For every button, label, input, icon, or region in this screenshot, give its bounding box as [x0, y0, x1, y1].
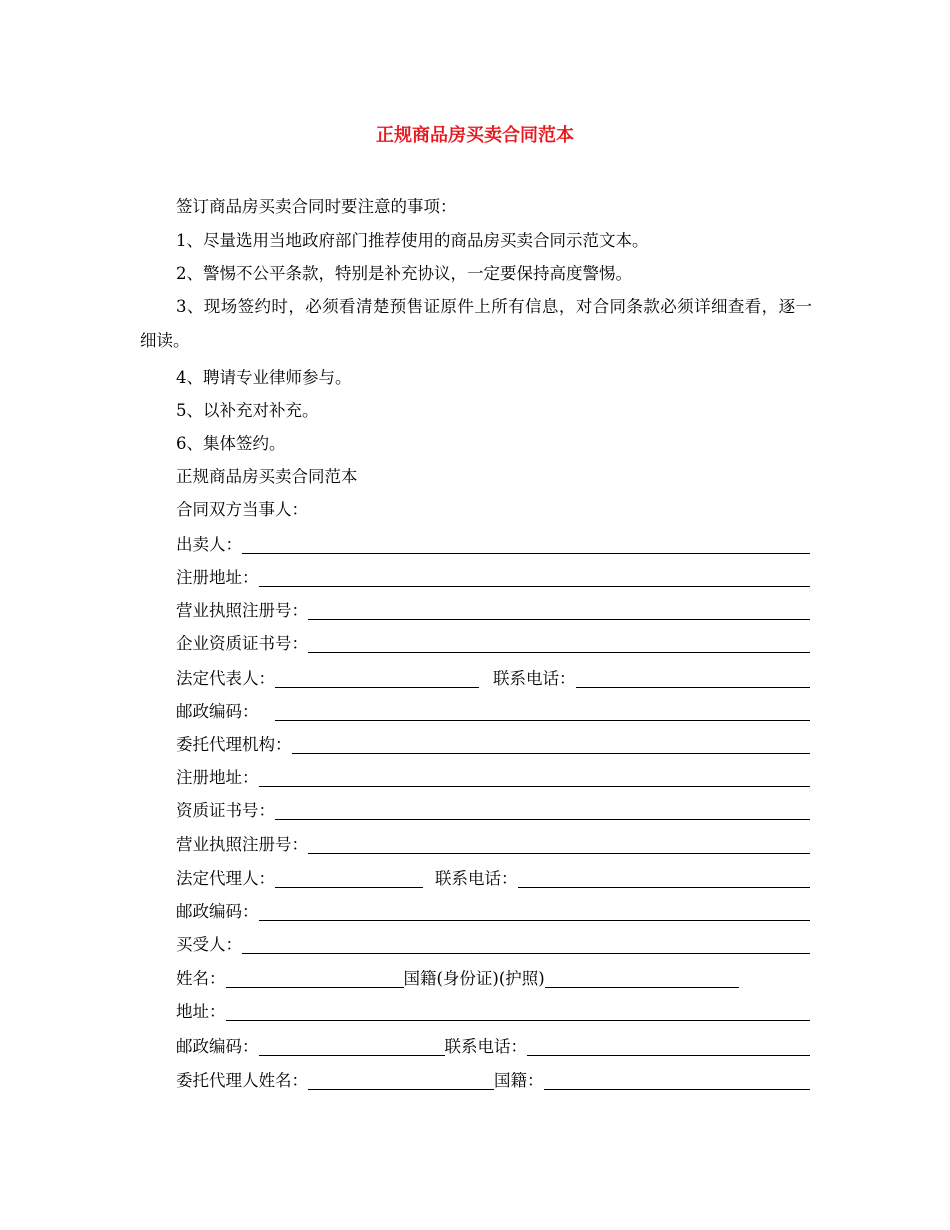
agency-qualification-label: 资质证书号：: [176, 801, 275, 820]
agency-row: [176, 733, 810, 757]
parties-heading: 合同双方当事人：: [176, 500, 308, 519]
seller-blank[interactable]: [242, 535, 810, 554]
legal-rep-blank[interactable]: [275, 669, 479, 688]
agency-label: 委托代理机构：: [176, 735, 292, 754]
buyer-agent-nationality-blank[interactable]: [544, 1071, 811, 1090]
note-item: 2、警惕不公平条款，特别是补充协议，一定要保持高度警惕。: [176, 264, 632, 283]
agency-address-label: 注册地址：: [176, 768, 259, 787]
buyer-agent-name-label: 委托代理人姓名：: [176, 1071, 308, 1090]
agency-qualification-row: [176, 799, 810, 823]
seller-postcode-label: 邮政编码：: [176, 702, 259, 721]
buyer-address-row: [176, 1000, 810, 1024]
buyer-postcode-row: [176, 1035, 810, 1059]
seller-postcode-row: [176, 700, 810, 724]
agency-qualification-blank[interactable]: [275, 801, 810, 820]
buyer-nationality-label: 国籍(身份证)(护照): [403, 969, 545, 988]
buyer-phone-label: 联系电话：: [444, 1037, 527, 1056]
buyer-agent-nationality-label: 国籍：: [494, 1071, 544, 1090]
buyer-name-blank[interactable]: [226, 969, 404, 988]
note-item: 1、尽量选用当地政府部门推荐使用的商品房买卖合同示范文本。: [176, 231, 649, 250]
buyer-agent-name-blank[interactable]: [308, 1071, 494, 1090]
buyer-agent-row: [176, 1069, 810, 1093]
seller-postcode-blank[interactable]: [275, 702, 811, 721]
agency-postcode-row: [176, 900, 810, 924]
notes-heading: 签订商品房买卖合同时要注意的事项：: [176, 197, 457, 216]
buyer-address-label: 地址：: [176, 1002, 226, 1021]
document-title: 正规商品房买卖合同范本: [376, 125, 574, 146]
seller-qualification-row: [176, 632, 810, 656]
buyer-label: 买受人：: [176, 935, 242, 954]
seller-license-row: [176, 599, 810, 623]
agency-postcode-blank[interactable]: [259, 902, 811, 921]
buyer-blank[interactable]: [242, 935, 810, 954]
note-item: 5、以补充对补充。: [176, 401, 319, 420]
buyer-phone-blank[interactable]: [527, 1037, 810, 1056]
seller-license-label: 营业执照注册号：: [176, 601, 308, 620]
section-title: 正规商品房买卖合同范本: [176, 467, 358, 486]
legal-rep-label: 法定代表人：: [176, 669, 275, 688]
buyer-name-label: 姓名：: [176, 969, 226, 988]
agency-blank[interactable]: [292, 735, 811, 754]
agency-postcode-label: 邮政编码：: [176, 902, 259, 921]
seller-label: 出卖人：: [176, 535, 242, 554]
note-item: 6、集体签约。: [176, 434, 286, 453]
agency-address-row: [176, 766, 810, 790]
seller-address-row: [176, 566, 810, 590]
agency-license-row: [176, 833, 810, 857]
buyer-name-row: [176, 967, 810, 991]
buyer-postcode-blank[interactable]: [259, 1037, 445, 1056]
agency-legal-agent-blank[interactable]: [275, 869, 423, 888]
agency-phone-blank[interactable]: [518, 869, 811, 888]
legal-rep-phone-label: 联系电话：: [493, 669, 576, 688]
agency-address-blank[interactable]: [259, 768, 811, 787]
buyer-address-blank[interactable]: [226, 1002, 811, 1021]
legal-rep-row: [176, 667, 810, 691]
note-item: 3、现场签约时，必须看清楚预售证原件上所有信息，对合同条款必须详细查看，逐一细读。: [140, 297, 812, 350]
buyer-postcode-label: 邮政编码：: [176, 1037, 259, 1056]
seller-qualification-label: 企业资质证书号：: [176, 634, 308, 653]
agency-license-blank[interactable]: [308, 835, 810, 854]
buyer-row: [176, 933, 810, 957]
agency-legal-agent-label: 法定代理人：: [176, 869, 275, 888]
seller-row: [176, 533, 810, 557]
seller-qualification-blank[interactable]: [308, 634, 810, 653]
seller-license-blank[interactable]: [308, 601, 810, 620]
agency-phone-label: 联系电话：: [435, 869, 518, 888]
legal-rep-phone-blank[interactable]: [576, 669, 811, 688]
agency-legal-agent-row: [176, 867, 810, 891]
note-item: 4、聘请专业律师参与。: [176, 368, 352, 387]
seller-address-blank[interactable]: [259, 568, 811, 587]
seller-address-label: 注册地址：: [176, 568, 259, 587]
agency-license-label: 营业执照注册号：: [176, 835, 308, 854]
buyer-nationality-blank[interactable]: [545, 969, 739, 988]
